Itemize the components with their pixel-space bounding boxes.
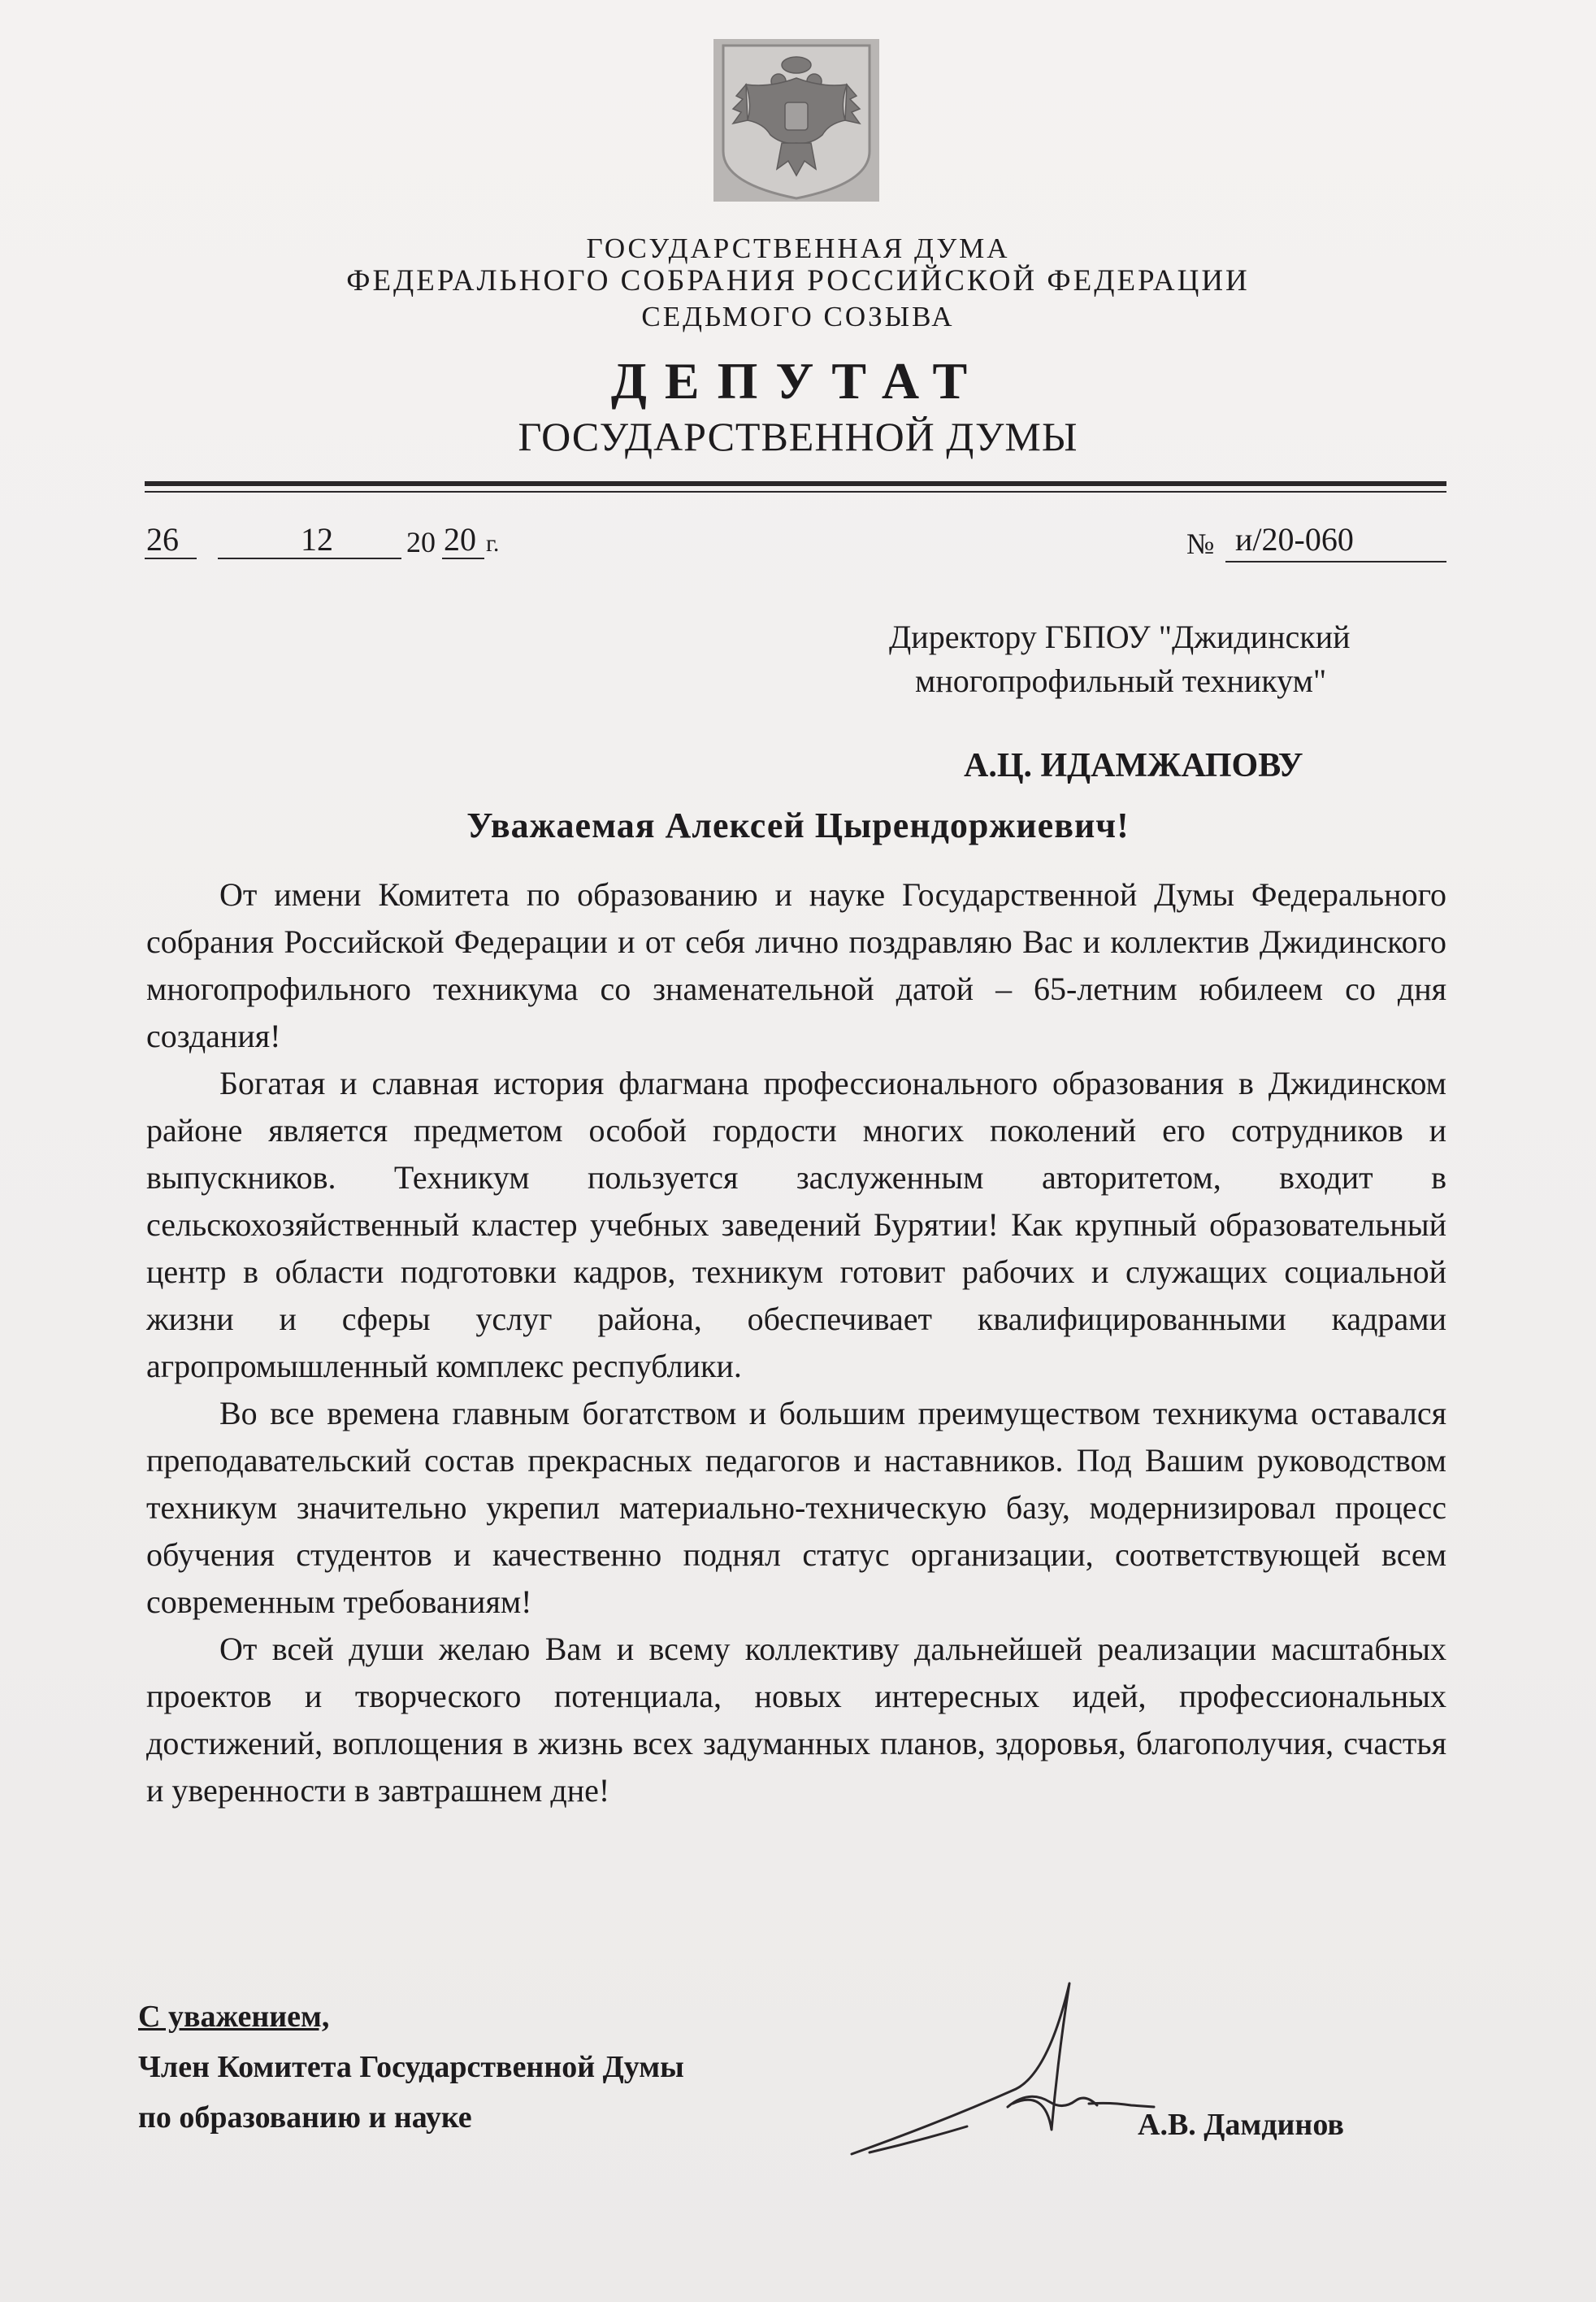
coat-of-arms-icon	[713, 39, 879, 202]
body-paragraph-2: Богатая и славная история флагмана профессионального образования в Джидинском районе является предметом особой гордости многих поколений его сотрудников и выпускников. Техникум пользуется заслуженным авторитетом, входит в сельскохозяйственный кластер учебных заведений Бурятии! Как крупный образовательный центр в области подготовки кадров, техникум готовит рабочих и служащих социальной жизни и сферы услуг района, обеспечивает квалифицированными кадрами агропромышленный комплекс республики.	[146, 1065, 1446, 1384]
header-subtitle: ГОСУДАРСТВЕННОЙ ДУМЫ	[518, 414, 1078, 459]
letter-body	[146, 871, 1446, 1814]
closing-position-line-1: Член Комитета Государственной Думы	[138, 2050, 684, 2084]
body-paragraph-1: От имени Комитета по образованию и науке Государственной Думы Федерального собрания Российской Федерации и от себя лично поздравляю Вас и коллектив Джидинского многопрофильного техникума со знаменательной датой – 65-летним юбилеем со дня создания!	[146, 876, 1446, 1054]
header-line-duma: ГОСУДАРСТВЕННАЯ ДУМА	[586, 232, 1010, 264]
closing-block	[138, 1991, 684, 2143]
closing-position-line-2: по образованию и науке	[138, 2100, 472, 2135]
salutation: Уважаемая Алексей Цырендоржиевич!	[466, 806, 1130, 845]
header-line-federal-assembly: ФЕДЕРАЛЬНОГО СОБРАНИЯ РОССИЙСКОЙ ФЕДЕРАЦИИ	[346, 264, 1250, 298]
doc-number: и/20-060	[1235, 521, 1354, 558]
doc-number-underline	[1225, 561, 1446, 562]
date-year-prefix: 20	[406, 526, 436, 558]
date-year-mark: г.	[486, 530, 500, 557]
body-paragraph-3: Во все времена главным богатством и большим преимуществом техникума оставался преподавательский состав прекрасных педагогов и наставников. Под Вашим руководством техникум значительно укрепил материально-техническую базу, модернизировал процесс обучения студентов и качественно поднял статус организации, соответствующей всем современным требованиям!	[146, 1395, 1446, 1620]
date-year-suffix: 20	[444, 521, 476, 558]
closing-regards: С уважением,	[138, 2000, 330, 2034]
signer-name: А.В. Дамдинов	[1138, 2108, 1344, 2142]
date-year-underline	[442, 558, 484, 559]
date-day: 26	[146, 521, 179, 558]
header-divider-thick	[145, 481, 1446, 486]
date-day-underline	[145, 558, 197, 559]
header-line-convocation: СЕДЬМОГО СОЗЫВА	[641, 301, 955, 332]
header-title: ДЕПУТАТ	[610, 352, 986, 410]
header-divider-thin	[145, 491, 1446, 493]
addressee-line-2: многопрофильный техникум"	[915, 662, 1327, 699]
body-paragraph-4: От всей души желаю Вам и всему коллективу дальнейшей реализации масштабных проектов и творческого потенциала, новых интересных идей, профессиональных достижений, воплощения в жизнь всех задуманных планов, здоровья, благополучия, счастья и уверенности в завтрашнем дне!	[146, 1631, 1446, 1809]
date-month: 12	[301, 521, 333, 558]
addressee-line-1: Директору ГБПОУ "Джидинский	[889, 619, 1351, 655]
date-month-underline	[218, 558, 401, 559]
handwritten-signature-icon	[845, 1967, 1186, 2162]
doc-number-label: №	[1186, 528, 1215, 560]
addressee-name: А.Ц. ИДАМЖАПОВУ	[964, 747, 1303, 784]
